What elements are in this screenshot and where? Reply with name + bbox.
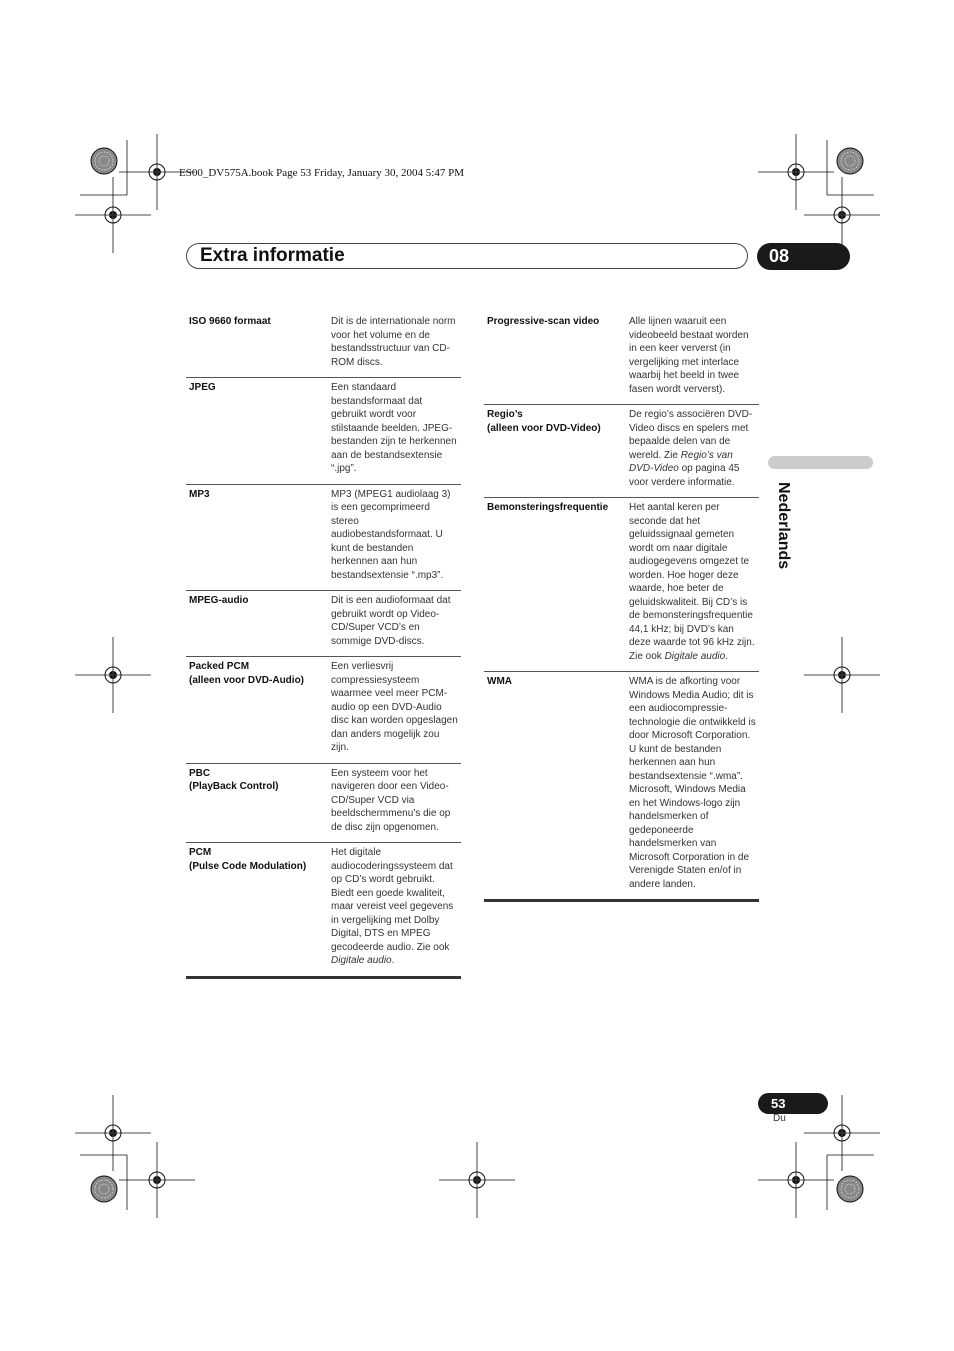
registration-cross-icon bbox=[804, 637, 880, 713]
registration-cross-icon bbox=[439, 1142, 515, 1218]
glossary-definition: Een standaard bestandsformaat dat gebruikt wordt voor stilstaande beelden. JPEG-bestanden zijn te herkennen aan de bestandsextensie “.jpg”. bbox=[331, 382, 457, 474]
language-label-text: Nederlands bbox=[775, 482, 792, 570]
glossary-entry bbox=[484, 672, 759, 902]
page-number: 53 bbox=[758, 1093, 828, 1114]
cross-reference: Regio’s van DVD-Video bbox=[629, 449, 733, 474]
glossary-right-column bbox=[484, 312, 759, 902]
glossary-term: ISO 9660 formaat bbox=[189, 316, 271, 327]
glossary-entry bbox=[484, 405, 759, 498]
glossary-term: PBC (PlayBack Control) bbox=[189, 767, 279, 792]
glossary-term: WMA bbox=[487, 676, 512, 687]
glossary-term: Bemonsteringsfrequentie bbox=[487, 502, 609, 513]
glossary-entry bbox=[186, 312, 461, 378]
glossary-definition: Een systeem voor het navigeren door een Video-CD/Super VCD via beeldschermmenu’s die op de disc zijn opgenomen. bbox=[331, 767, 451, 833]
glossary-term: JPEG bbox=[189, 382, 216, 393]
glossary-term: MPEG-audio bbox=[189, 595, 249, 606]
trademark-note: Microsoft, Windows Media en het Windows-logo zijn handelsmerken of gedeponeerde handelsmerken van Microsoft Corporation in de Verenigde Staten en/of in andere landen. bbox=[629, 784, 750, 890]
cross-reference: Digitale audio bbox=[664, 650, 726, 662]
glossary-entry bbox=[186, 764, 461, 844]
glossary-entry bbox=[186, 657, 461, 764]
language-label bbox=[770, 482, 796, 592]
glossary-definition: Een verliesvrij compressiesysteem waarmee veel meer PCM-audio op een DVD-Audio disc kan worden opgeslagen dan anders mogelijk zou zijn. bbox=[331, 661, 458, 753]
registration-cross-icon bbox=[758, 134, 834, 210]
glossary-definition: Het aantal keren per seconde dat het geluidssignaal gemeten wordt om naar digitale audiogegevens omgezet te worden. Hoe hoger deze waarde, hoe beter de geluidskwaliteit. Bij CD’s is de bemonsteringsfrequentie 44,1 kHz; bij DVD’s kan deze waarde tot 96 kHz zijn. Zie ook Digitale audio. bbox=[629, 502, 755, 662]
registration-sun-icon bbox=[91, 148, 117, 174]
glossary-entry bbox=[186, 378, 461, 485]
glossary-definition: Dit is de internationale norm voor het volume en de bestandsstructuur van CD-ROM discs. bbox=[331, 316, 456, 368]
print-slug: ES00_DV575A.book Page 53 Friday, January 30, 2004 5:47 PM bbox=[179, 167, 464, 179]
glossary-definition: Dit is een audioformaat dat gebruikt wordt op Video-CD/Super VCD’s en sommige DVD-discs. bbox=[331, 595, 451, 647]
glossary-term: MP3 bbox=[189, 488, 210, 500]
registration-cross-icon bbox=[75, 637, 151, 713]
glossary-entry bbox=[186, 485, 461, 592]
registration-cross-icon bbox=[75, 1095, 151, 1171]
language-tab bbox=[768, 456, 873, 469]
glossary-definition: WMA is de afkorting voor Windows Media Audio; dit is een audiocompressie-technologie die ontwikkeld is door Microsoft Corporation. U kunt de bestanden herkennen aan hun bestandsextensie “.wma”. Microsoft, Windows Media en het Windows-logo zijn handelsmerken of gedeponeerde handelsmerken van Microsoft Corporation in de Verenigde Staten en/of in andere landen. bbox=[629, 676, 756, 890]
cross-reference: Digitale audio bbox=[331, 955, 392, 966]
glossary-definition: Alle lijnen waaruit een videobeeld bestaat worden in een keer ververst (in vergelijking met interlace waarbij het beeld in twee fasen wordt ververst). bbox=[629, 316, 749, 395]
registration-sun-icon bbox=[837, 1176, 863, 1202]
registration-cross-icon bbox=[119, 1142, 195, 1218]
registration-sun-icon bbox=[837, 148, 863, 174]
glossary-term: Packed PCM (alleen voor DVD-Audio) bbox=[189, 661, 305, 686]
registration-sun-icon bbox=[91, 1176, 117, 1202]
chapter-badge: 08 bbox=[757, 243, 850, 270]
language-code: Du bbox=[773, 1113, 786, 1124]
glossary-entry bbox=[484, 312, 759, 405]
registration-cross-icon bbox=[804, 177, 880, 253]
glossary-term: Progressive-scan video bbox=[487, 316, 600, 327]
glossary-entry bbox=[186, 843, 461, 979]
glossary-entry bbox=[186, 591, 461, 657]
registration-cross-icon bbox=[75, 177, 151, 253]
glossary-left-column bbox=[186, 312, 461, 979]
glossary-entry bbox=[484, 498, 759, 672]
glossary-definition: MP3 (MPEG1 audiolaag 3) is een gecomprimeerd stereo audiobestandsformaat. U kunt de bestanden herkennen aan hun bestandsextensie “.mp3”. bbox=[331, 488, 451, 581]
glossary-term: Regio’s (alleen voor DVD-Video) bbox=[487, 409, 601, 434]
registration-cross-icon bbox=[758, 1142, 834, 1218]
glossary-definition: De regio’s associëren DVD-Video discs en spelers met bepaalde delen van de wereld. Zie Regio’s van DVD-Video op pagina 45 voor verdere informatie. bbox=[629, 409, 753, 488]
glossary-term: PCM (Pulse Code Modulation) bbox=[189, 847, 307, 872]
glossary-definition: Het digitale audiocoderingssysteem dat op CD’s wordt gebruikt. Biedt een goede kwaliteit, maar vereist veel gegevens in vergelijking met Dolby Digital, DTS en MPEG gecodeerde audio. Zie ook Digitale audio. bbox=[331, 847, 454, 966]
page-title: Extra informatie bbox=[200, 245, 345, 266]
